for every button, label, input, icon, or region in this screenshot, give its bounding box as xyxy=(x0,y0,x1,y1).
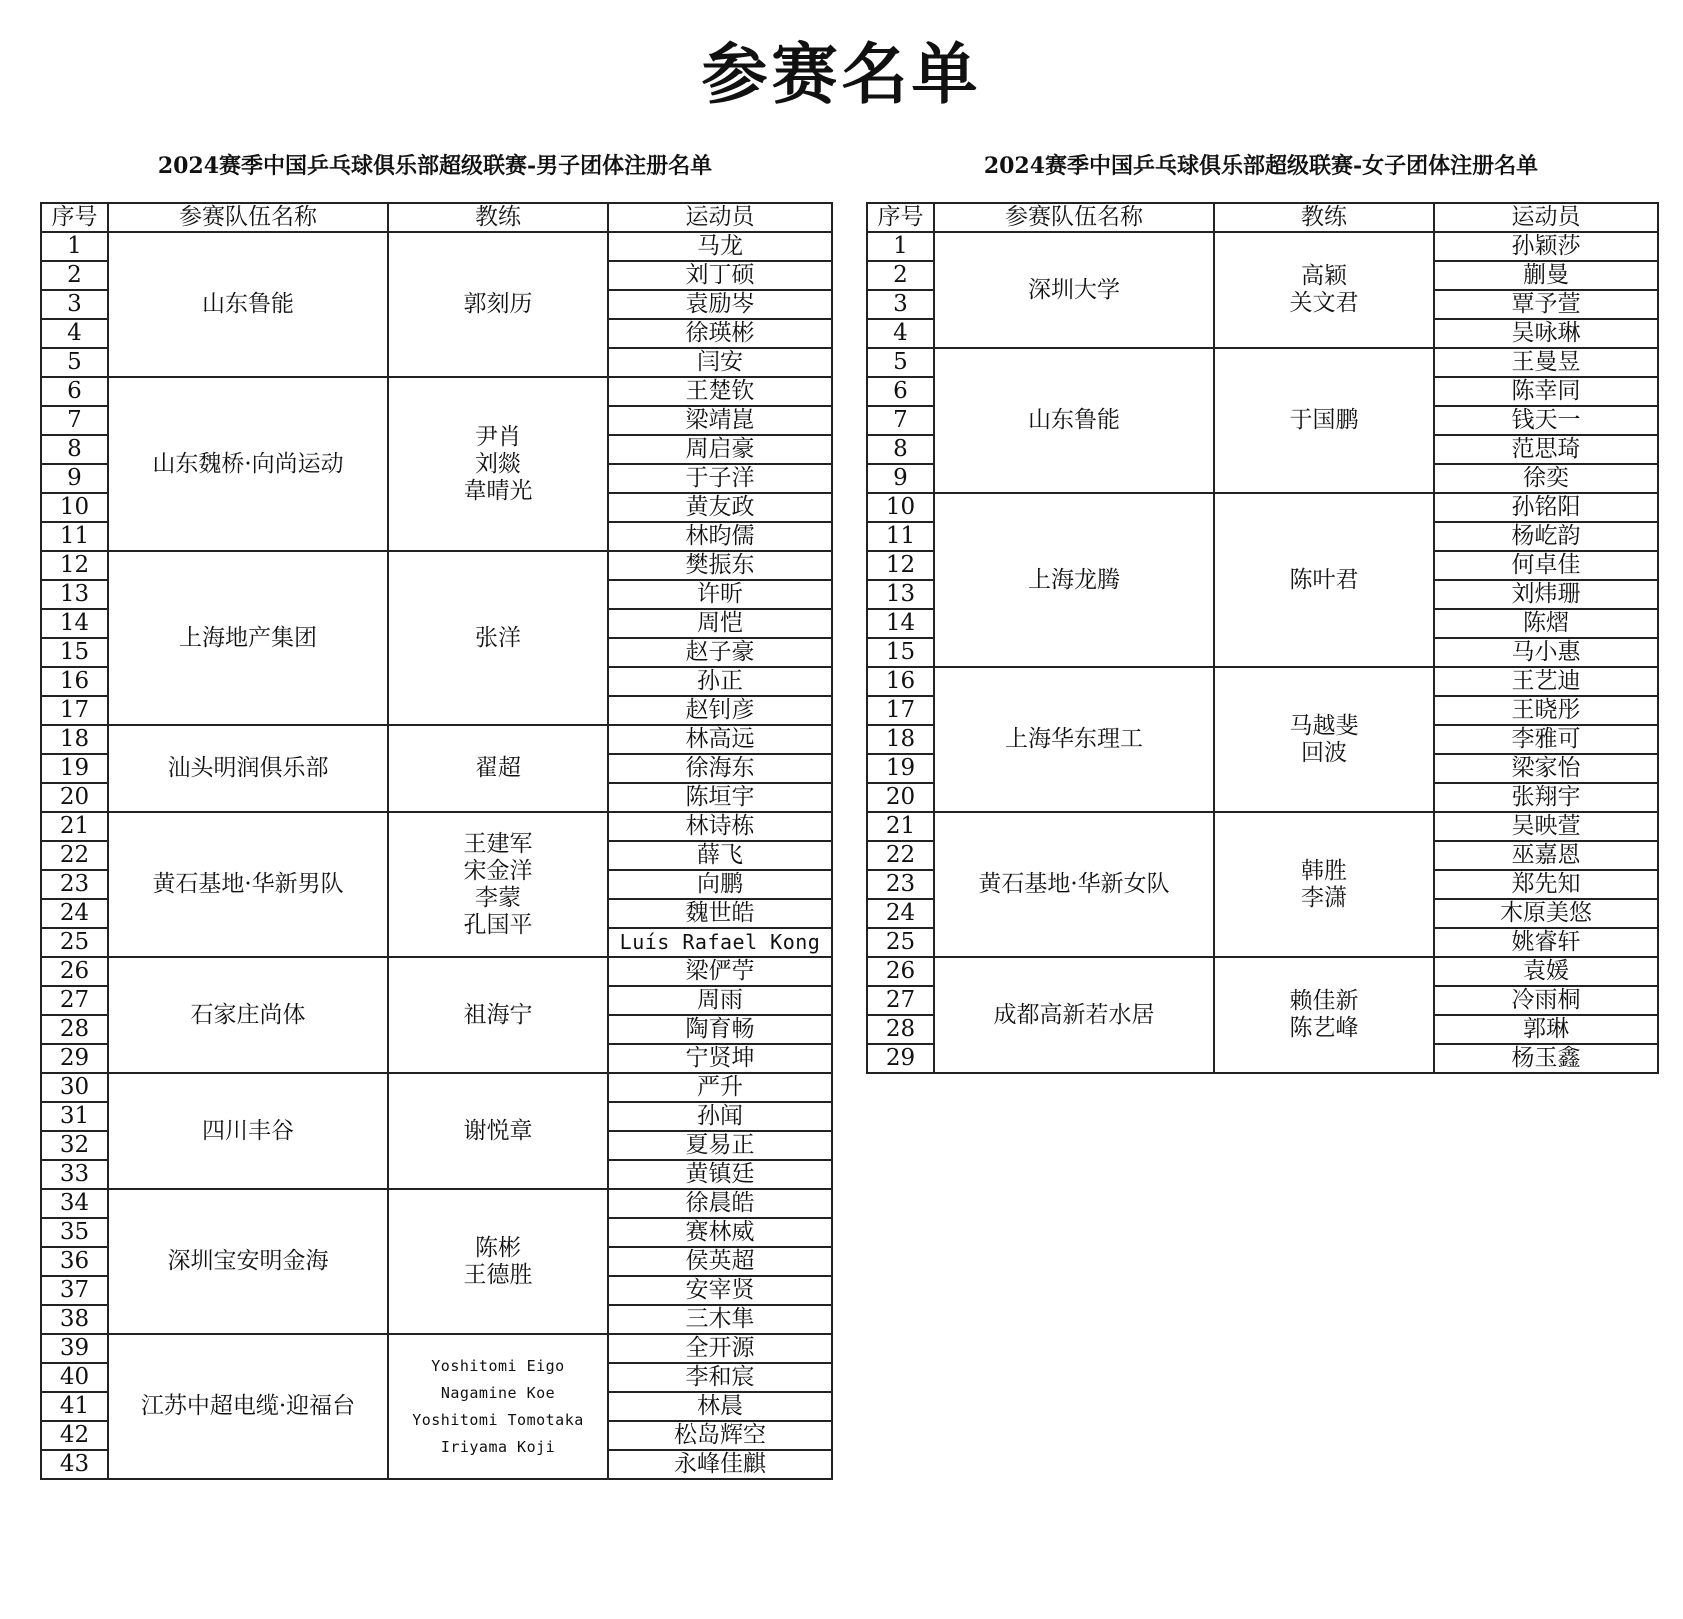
player-name: 赵钊彦 xyxy=(608,696,832,725)
row-number: 14 xyxy=(41,609,108,638)
row-number: 39 xyxy=(41,1334,108,1363)
coach-cell xyxy=(1214,232,1434,348)
row-number: 19 xyxy=(867,754,934,783)
player-name: Luís Rafael Kong xyxy=(608,928,832,957)
row-number: 10 xyxy=(41,493,108,522)
player-name: 林晨 xyxy=(608,1392,832,1421)
team-name: 石家庄尚体 xyxy=(108,957,388,1073)
coach-name: 马越斐 xyxy=(1289,712,1359,739)
team-name: 上海地产集团 xyxy=(108,551,388,725)
row-number: 11 xyxy=(41,522,108,551)
player-name: 闫安 xyxy=(608,348,832,377)
player-name: 梁家怡 xyxy=(1434,754,1658,783)
player-name: 王曼昱 xyxy=(1434,348,1658,377)
row-number: 20 xyxy=(867,783,934,812)
row-number: 23 xyxy=(41,870,108,899)
table-row xyxy=(41,551,832,580)
coach-name: 谢悦章 xyxy=(463,1117,533,1144)
row-number: 4 xyxy=(41,319,108,348)
row-number: 29 xyxy=(867,1044,934,1073)
player-name: 范思琦 xyxy=(1434,435,1658,464)
row-number: 18 xyxy=(867,725,934,754)
row-number: 7 xyxy=(41,406,108,435)
player-name: 周雨 xyxy=(608,986,832,1015)
row-number: 12 xyxy=(867,551,934,580)
row-number: 22 xyxy=(41,841,108,870)
coach-name: 宋金洋 xyxy=(463,857,533,884)
row-number: 7 xyxy=(867,406,934,435)
player-name: 松岛辉空 xyxy=(608,1421,832,1450)
column-header-players: 运动员 xyxy=(1434,203,1658,232)
row-number: 21 xyxy=(41,812,108,841)
table-row xyxy=(41,1334,832,1363)
coach-name: 李蒙 xyxy=(475,884,521,911)
player-name: 孙正 xyxy=(608,667,832,696)
row-number: 27 xyxy=(867,986,934,1015)
player-name: 魏世皓 xyxy=(608,899,832,928)
row-number: 31 xyxy=(41,1102,108,1131)
team-name: 黄石基地·华新男队 xyxy=(108,812,388,957)
team-name: 黄石基地·华新女队 xyxy=(934,812,1214,957)
row-number: 13 xyxy=(867,580,934,609)
table-row xyxy=(41,232,832,261)
team-name: 山东鲁能 xyxy=(934,348,1214,493)
player-name: 吴咏琳 xyxy=(1434,319,1658,348)
coach-name: Yoshitomi Tomotaka xyxy=(412,1410,584,1429)
player-name: 郑先知 xyxy=(1434,870,1658,899)
table-row xyxy=(867,493,1658,522)
coach-cell xyxy=(388,1334,608,1479)
player-name: 安宰贤 xyxy=(608,1276,832,1305)
page-title: 参赛名单 xyxy=(701,36,982,113)
row-number: 5 xyxy=(867,348,934,377)
team-name: 山东魏桥·向尚运动 xyxy=(108,377,388,551)
table-row xyxy=(867,667,1658,696)
coach-name: 陈艺峰 xyxy=(1289,1015,1359,1041)
row-number: 24 xyxy=(867,899,934,928)
column-header-number: 序号 xyxy=(867,203,934,232)
player-name: 于子洋 xyxy=(608,464,832,493)
table-row xyxy=(867,812,1658,841)
player-name: 袁媛 xyxy=(1434,957,1658,986)
column-header-team: 参赛队伍名称 xyxy=(934,203,1214,232)
row-number: 41 xyxy=(41,1392,108,1421)
row-number: 40 xyxy=(41,1363,108,1392)
table-row xyxy=(41,725,832,754)
player-name: 夏易正 xyxy=(608,1131,832,1160)
row-number: 27 xyxy=(41,986,108,1015)
row-number: 20 xyxy=(41,783,108,812)
table-row xyxy=(41,1073,832,1102)
column-header-coach: 教练 xyxy=(1214,203,1434,232)
table-row xyxy=(867,957,1658,986)
row-number: 42 xyxy=(41,1421,108,1450)
coach-name: 陈彬 xyxy=(475,1234,521,1261)
row-number: 12 xyxy=(41,551,108,580)
row-number: 1 xyxy=(41,232,108,261)
team-name: 成都高新若水居 xyxy=(934,957,1214,1073)
player-name: 林昀儒 xyxy=(608,522,832,551)
team-name: 上海华东理工 xyxy=(934,667,1214,812)
coach-name: 关文君 xyxy=(1289,290,1359,316)
coach-cell xyxy=(388,377,608,551)
coach-cell xyxy=(388,232,608,377)
player-name: 周恺 xyxy=(608,609,832,638)
player-name: 梁靖崑 xyxy=(608,406,832,435)
women-roster-table xyxy=(866,202,1659,1074)
row-number: 3 xyxy=(41,290,108,319)
player-name: 宁贤坤 xyxy=(608,1044,832,1073)
column-header-number: 序号 xyxy=(41,203,108,232)
coach-cell xyxy=(388,957,608,1073)
player-name: 侯英超 xyxy=(608,1247,832,1276)
table-row xyxy=(867,232,1658,261)
player-name: 巫嘉恩 xyxy=(1434,841,1658,870)
player-name: 陶育畅 xyxy=(608,1015,832,1044)
coach-name: 回波 xyxy=(1301,739,1347,766)
coach-cell xyxy=(1214,667,1434,812)
player-name: 刘炜珊 xyxy=(1434,580,1658,609)
row-number: 26 xyxy=(41,957,108,986)
row-number: 14 xyxy=(867,609,934,638)
row-number: 17 xyxy=(41,696,108,725)
row-number: 9 xyxy=(867,464,934,493)
row-number: 28 xyxy=(41,1015,108,1044)
player-name: 全开源 xyxy=(608,1334,832,1363)
row-number: 19 xyxy=(41,754,108,783)
coach-name: 高颖 xyxy=(1301,263,1347,289)
coach-cell xyxy=(1214,812,1434,957)
coach-cell xyxy=(1214,493,1434,667)
player-name: 三木隼 xyxy=(608,1305,832,1334)
row-number: 5 xyxy=(41,348,108,377)
player-name: 郭琳 xyxy=(1434,1015,1658,1044)
player-name: 樊振东 xyxy=(608,551,832,580)
column-header-coach: 教练 xyxy=(388,203,608,232)
row-number: 21 xyxy=(867,812,934,841)
player-name: 王楚钦 xyxy=(608,377,832,406)
coach-name: 王建军 xyxy=(463,830,533,857)
player-name: 钱天一 xyxy=(1434,406,1658,435)
coach-name: Iriyama Koji xyxy=(440,1437,556,1456)
row-number: 13 xyxy=(41,580,108,609)
row-number: 1 xyxy=(867,232,934,261)
coach-name: Nagamine Koe xyxy=(440,1383,556,1402)
row-number: 24 xyxy=(41,899,108,928)
player-name: 林诗栋 xyxy=(608,812,832,841)
coach-cell xyxy=(1214,348,1434,493)
player-name: 杨玉鑫 xyxy=(1434,1044,1658,1073)
player-name: 王晓彤 xyxy=(1434,696,1658,725)
coach-name: 孔国平 xyxy=(463,911,533,938)
player-name: 张翔宇 xyxy=(1434,783,1658,812)
player-name: 陈幸同 xyxy=(1434,377,1658,406)
team-name: 山东鲁能 xyxy=(108,232,388,377)
player-name: 徐晨皓 xyxy=(608,1189,832,1218)
player-name: 何卓佳 xyxy=(1434,551,1658,580)
coach-name: 祖海宁 xyxy=(463,1001,533,1028)
player-name: 赛林威 xyxy=(608,1218,832,1247)
row-number: 38 xyxy=(41,1305,108,1334)
player-name: 木原美悠 xyxy=(1434,899,1658,928)
player-name: 袁励岑 xyxy=(608,290,832,319)
player-name: 孙颖莎 xyxy=(1434,232,1658,261)
player-name: 黄友政 xyxy=(608,493,832,522)
row-number: 29 xyxy=(41,1044,108,1073)
row-number: 22 xyxy=(867,841,934,870)
row-number: 16 xyxy=(867,667,934,696)
table-row xyxy=(41,1189,832,1218)
row-number: 35 xyxy=(41,1218,108,1247)
coach-name: 韩胜 xyxy=(1301,857,1347,884)
row-number: 8 xyxy=(41,435,108,464)
player-name: 向鹏 xyxy=(608,870,832,899)
row-number: 9 xyxy=(41,464,108,493)
row-number: 34 xyxy=(41,1189,108,1218)
coach-name: 于国鹏 xyxy=(1289,407,1359,433)
coach-name: 尹肖 xyxy=(475,423,521,450)
player-name: 李和宸 xyxy=(608,1363,832,1392)
coach-cell xyxy=(388,1073,608,1189)
row-number: 30 xyxy=(41,1073,108,1102)
player-name: 孙铭阳 xyxy=(1434,493,1658,522)
player-name: 薛飞 xyxy=(608,841,832,870)
row-number: 33 xyxy=(41,1160,108,1189)
coach-name: 赖佳新 xyxy=(1289,988,1359,1014)
player-name: 李雅可 xyxy=(1434,725,1658,754)
row-number: 23 xyxy=(867,870,934,899)
player-name: 覃予萱 xyxy=(1434,290,1658,319)
row-number: 16 xyxy=(41,667,108,696)
player-name: 孙闻 xyxy=(608,1102,832,1131)
player-name: 马龙 xyxy=(608,232,832,261)
row-number: 3 xyxy=(867,290,934,319)
table-row xyxy=(41,812,832,841)
team-name: 四川丰谷 xyxy=(108,1073,388,1189)
table-row xyxy=(41,957,832,986)
coach-cell xyxy=(388,1189,608,1334)
row-number: 6 xyxy=(867,377,934,406)
row-number: 2 xyxy=(867,261,934,290)
coach-name: 翟超 xyxy=(475,755,521,781)
row-number: 26 xyxy=(867,957,934,986)
row-number: 43 xyxy=(41,1450,108,1479)
coach-cell xyxy=(388,812,608,957)
coach-name: 韋晴光 xyxy=(463,477,533,504)
player-name: 赵子豪 xyxy=(608,638,832,667)
coach-name: 刘燚 xyxy=(475,450,521,477)
row-number: 25 xyxy=(867,928,934,957)
coach-name: 李潇 xyxy=(1301,884,1347,911)
player-name: 永峰佳麒 xyxy=(608,1450,832,1479)
coach-name: 王德胜 xyxy=(463,1261,533,1288)
row-number: 8 xyxy=(867,435,934,464)
player-name: 陈垣宇 xyxy=(608,783,832,812)
team-name: 江苏中超电缆·迎福台 xyxy=(108,1334,388,1479)
player-name: 梁俨苧 xyxy=(608,957,832,986)
player-name: 陈熠 xyxy=(1434,609,1658,638)
coach-name: 郭刻历 xyxy=(463,291,533,317)
player-name: 周启豪 xyxy=(608,435,832,464)
player-name: 徐海东 xyxy=(608,754,832,783)
coach-cell xyxy=(388,551,608,725)
coach-name: 陈叶君 xyxy=(1289,566,1359,593)
coach-name: 张洋 xyxy=(475,624,521,651)
row-number: 11 xyxy=(867,522,934,551)
team-name: 汕头明润俱乐部 xyxy=(108,725,388,812)
row-number: 10 xyxy=(867,493,934,522)
table-row xyxy=(41,377,832,406)
player-name: 徐瑛彬 xyxy=(608,319,832,348)
coach-cell xyxy=(388,725,608,812)
row-number: 15 xyxy=(867,638,934,667)
player-name: 杨屹韵 xyxy=(1434,522,1658,551)
player-name: 刘丁硕 xyxy=(608,261,832,290)
player-name: 严升 xyxy=(608,1073,832,1102)
player-name: 许昕 xyxy=(608,580,832,609)
player-name: 蒯曼 xyxy=(1434,261,1658,290)
team-name: 上海龙腾 xyxy=(934,493,1214,667)
row-number: 2 xyxy=(41,261,108,290)
table-row xyxy=(867,348,1658,377)
column-header-players: 运动员 xyxy=(608,203,832,232)
row-number: 18 xyxy=(41,725,108,754)
team-name: 深圳大学 xyxy=(934,232,1214,348)
player-name: 吴映萱 xyxy=(1434,812,1658,841)
row-number: 32 xyxy=(41,1131,108,1160)
row-number: 15 xyxy=(41,638,108,667)
player-name: 王艺迪 xyxy=(1434,667,1658,696)
row-number: 17 xyxy=(867,696,934,725)
row-number: 6 xyxy=(41,377,108,406)
player-name: 姚睿轩 xyxy=(1434,928,1658,957)
row-number: 25 xyxy=(41,928,108,957)
men-roster-table xyxy=(40,202,833,1480)
player-name: 徐奕 xyxy=(1434,464,1658,493)
player-name: 林高远 xyxy=(608,725,832,754)
row-number: 4 xyxy=(867,319,934,348)
player-name: 冷雨桐 xyxy=(1434,986,1658,1015)
player-name: 黄镇廷 xyxy=(608,1160,832,1189)
coach-cell xyxy=(1214,957,1434,1073)
coach-name: Yoshitomi Eigo xyxy=(431,1356,565,1375)
row-number: 37 xyxy=(41,1276,108,1305)
row-number: 28 xyxy=(867,1015,934,1044)
column-header-team: 参赛队伍名称 xyxy=(108,203,388,232)
player-name: 马小惠 xyxy=(1434,638,1658,667)
team-name: 深圳宝安明金海 xyxy=(108,1189,388,1334)
table-header-row xyxy=(867,203,1658,232)
men-roster-heading: 2024赛季中国乒乓球俱乐部超级联赛-男子团体注册名单 xyxy=(157,153,713,179)
row-number: 36 xyxy=(41,1247,108,1276)
women-roster-heading: 2024赛季中国乒乓球俱乐部超级联赛-女子团体注册名单 xyxy=(983,153,1539,179)
table-header-row xyxy=(41,203,832,232)
